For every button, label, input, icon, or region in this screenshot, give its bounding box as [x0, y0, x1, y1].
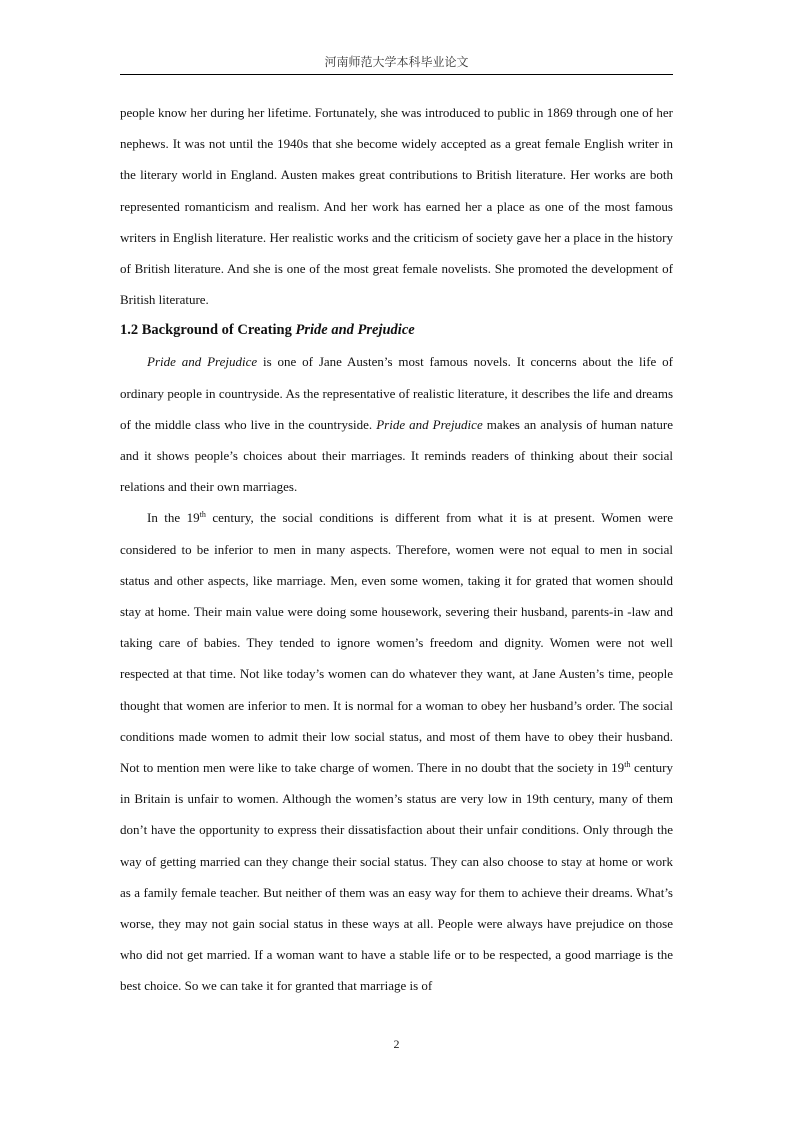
paragraph-social-conditions: [120, 502, 673, 1001]
section-heading-italic-title: Pride and Prejudice: [295, 322, 415, 339]
page-number: 2: [393, 1037, 400, 1051]
text-run: century, the social conditions is different from what it is at present. Women were considered to be inferior to men in many aspects. Therefore, women were not equal to men in social status and other aspects, like marriage. Men, even some women, taking it for grated that women should stay at home. Their main value were doing some housework, severing their husband, parents-in -law and taking care of babies. They tended to ignore women’s freedom and dignity. Women were not well respected at that time. Not like today’s women can do whatever they want, at Jane Austen’s time, people thought that women are inferior to men. It is normal for a woman to obey her husband’s order. The social conditions made women to admit their low social status, and most of them have to obey their husband. Not to mention men were like to take charge of women. There in no doubt that the society in 19: [120, 510, 673, 776]
ordinal-superscript: th: [199, 510, 206, 520]
text-run: century in Britain is unfair to women. Although the women’s status are very low in 19th century, many of them don’t have the opportunity to express their dissatisfaction about their unfair conditions. Only through the way of getting married can they change their social status. They can also choose to stay at home or work as a family female teacher. But neither of them was an easy way for them to achieve their dreams. What’s worse, they may not gain social status in these ways at all. People were always have prejudice on those who did not get married. If a woman want to have a stable life or to be respected, a good marriage is the best choice. So we can take it for granted that marriage is of: [120, 760, 673, 994]
paragraph-novel-overview: [120, 346, 673, 502]
ordinal-superscript: th: [624, 760, 631, 770]
paragraph-austen-legacy: people know her during her lifetime. Fortunately, she was introduced to public in 1869 through one of her nephews. It was not until the 1940s that she become widely accepted as a great female English writer in the literary world in England. Austen makes great contributions to British literature. Her works are both represented romanticism and realism. And her work has earned her a place as one of the most famous writers in English literature. Her realistic works and the criticism of society gave her a place in the history of British literature. And she is one of the most great female novelists. She promoted the development of British literature.: [120, 105, 673, 308]
text-run: makes an analysis of human nature and it shows people’s choices about their marriages. It reminds readers of thinking about their social relations and their own marriages.: [120, 416, 673, 495]
running-header: 河南师范大学本科毕业论文: [324, 55, 469, 69]
section-heading-text: 1.2 Background of Creating: [120, 322, 296, 339]
page-body: [120, 97, 673, 1002]
section-heading-1-2: [120, 315, 673, 346]
text-run: is one of Jane Austen’s most famous novels. It concerns about the life of ordinary people in countryside. As the representative of realistic literature, it describes the life and dreams of the middle class who live in the countryside.: [120, 354, 673, 432]
novel-title-italic: Pride and Prejudice: [147, 354, 258, 370]
novel-title-italic: Pride and Prejudice: [376, 416, 483, 432]
header-divider: [120, 74, 673, 75]
text-run: In the 19: [147, 510, 200, 526]
